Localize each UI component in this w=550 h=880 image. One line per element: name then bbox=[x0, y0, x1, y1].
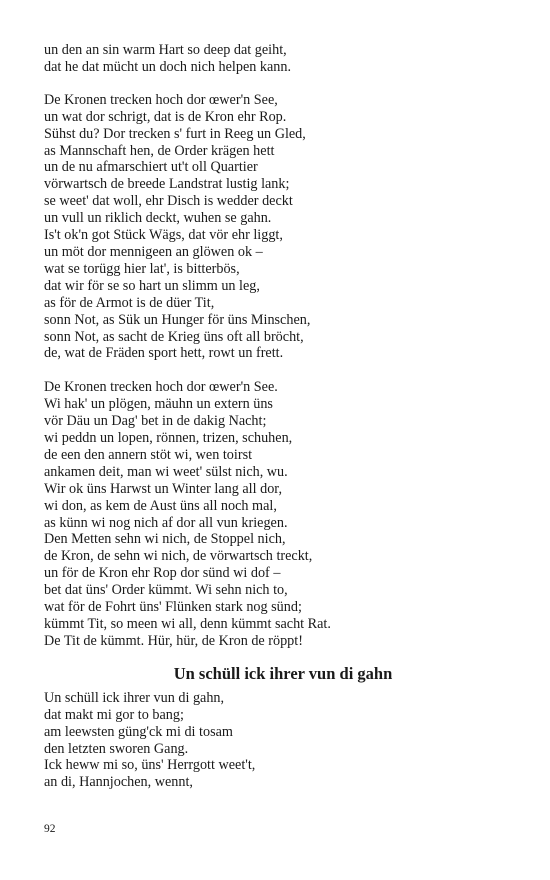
page-text bbox=[44, 42, 514, 791]
verse-line: dat he dat mücht un doch nich helpen kann. bbox=[44, 58, 292, 75]
verse-line: ankamen deit, man wi weet' sülst nich, wu. bbox=[44, 463, 288, 480]
stanza-3 bbox=[44, 379, 514, 650]
verse-line: vör Däu un Dag' bet in de dakig Nacht; bbox=[44, 413, 267, 430]
verse-line: De Kronen trecken hoch dor œwer'n See, bbox=[44, 91, 278, 108]
verse-line: de, wat de Fräden sport hett, rowt un frett. bbox=[44, 345, 284, 362]
verse-line: am leewsten güng'ck mi di tosam bbox=[44, 723, 233, 740]
poem-title: Un schüll ick ihrer vun di gahn bbox=[173, 663, 393, 683]
verse-line: de een den annern stöt wi, wen toirst bbox=[44, 446, 253, 463]
verse-line: bet dat üns' Order kümmt. Wi sehn nich to, bbox=[44, 582, 288, 599]
verse-line: Den Metten sehn wi nich, de Stoppel nich, bbox=[44, 531, 286, 548]
verse-line: den letzten sworen Gang. bbox=[44, 740, 189, 757]
verse-line: Sühst du? Dor trecken s' furt in Reeg un Gled, bbox=[44, 125, 306, 142]
verse-line: vörwartsch de breede Landstrat lustig lank; bbox=[44, 176, 290, 193]
verse-line: De Kronen trecken hoch dor œwer'n See. bbox=[44, 379, 278, 396]
verse-line: Un schüll ick ihrer vun di gahn, bbox=[44, 689, 225, 706]
verse-line: wat se torügg hier lat', is bitterbös, bbox=[44, 260, 240, 277]
verse-line: de Kron, de sehn wi nich, de vörwartsch treckt, bbox=[44, 548, 313, 565]
verse-line: wi don, as kem de Aust üns all noch mal, bbox=[44, 497, 277, 514]
verse-line: kümmt Tit, so meen wi all, denn kümmt sacht Rat. bbox=[44, 616, 331, 632]
poem2-stanza bbox=[44, 690, 514, 791]
verse-line: as för de Armot is de düer Tit, bbox=[44, 294, 215, 311]
verse-line: wat för de Fohrt üns' Flünken stark nog sünd; bbox=[44, 599, 302, 616]
verse-line: un för de Kron ehr Rop dor sünd wi dof – bbox=[44, 565, 281, 582]
verse-line: dat wir för se so hart un slimm un leg, bbox=[44, 277, 260, 294]
verse-line: un den an sin warm Hart so deep dat geiht, bbox=[44, 42, 287, 58]
verse-line: as künn wi nog nich af dor all vun kriegen. bbox=[44, 514, 288, 531]
stanza-gap bbox=[44, 76, 514, 92]
stanza-1 bbox=[44, 42, 514, 76]
verse-line: un wat dor schrigt, dat is de Kron ehr Rop. bbox=[44, 108, 287, 125]
verse-line: sonn Not, as sacht de Krieg üns oft all bröcht, bbox=[44, 328, 304, 345]
verse-line: Ick heww mi so, üns' Herrgott weet't, bbox=[44, 757, 256, 774]
verse-line: Wir ok üns Harwst un Winter lang all dor, bbox=[44, 480, 282, 497]
verse-line: as Mannschaft hen, de Order krägen hett bbox=[44, 142, 275, 159]
verse-line: un vull un riklich deckt, wuhen se gahn. bbox=[44, 210, 272, 227]
verse-line: un de nu afmarschiert ut't oll Quartier bbox=[44, 159, 258, 176]
verse-line: De Tit de kümmt. Hür, hür, de Kron de röppt! bbox=[44, 632, 303, 649]
verse-line: un möt dor mennigeen an glöwen ok – bbox=[44, 243, 263, 260]
verse-line: Is't ok'n got Stück Wägs, dat vör ehr liggt, bbox=[44, 227, 283, 244]
verse-line: Wi hak' un plögen, mäuhn un extern üns bbox=[44, 396, 273, 413]
stanza-2 bbox=[44, 92, 514, 363]
verse-line: wi peddn un lopen, rönnen, trizen, schuhen, bbox=[44, 430, 293, 447]
verse-line: dat makt mi gor to bang; bbox=[44, 706, 184, 723]
verse-line: sonn Not, as Sük un Hunger för üns Minschen, bbox=[44, 311, 311, 328]
page-number: 92 bbox=[44, 823, 56, 835]
stanza-gap bbox=[44, 362, 514, 379]
verse-line: an di, Hannjochen, wennt, bbox=[44, 774, 193, 791]
verse-line: se weet' dat woll, ehr Disch is wedder deckt bbox=[44, 193, 293, 210]
